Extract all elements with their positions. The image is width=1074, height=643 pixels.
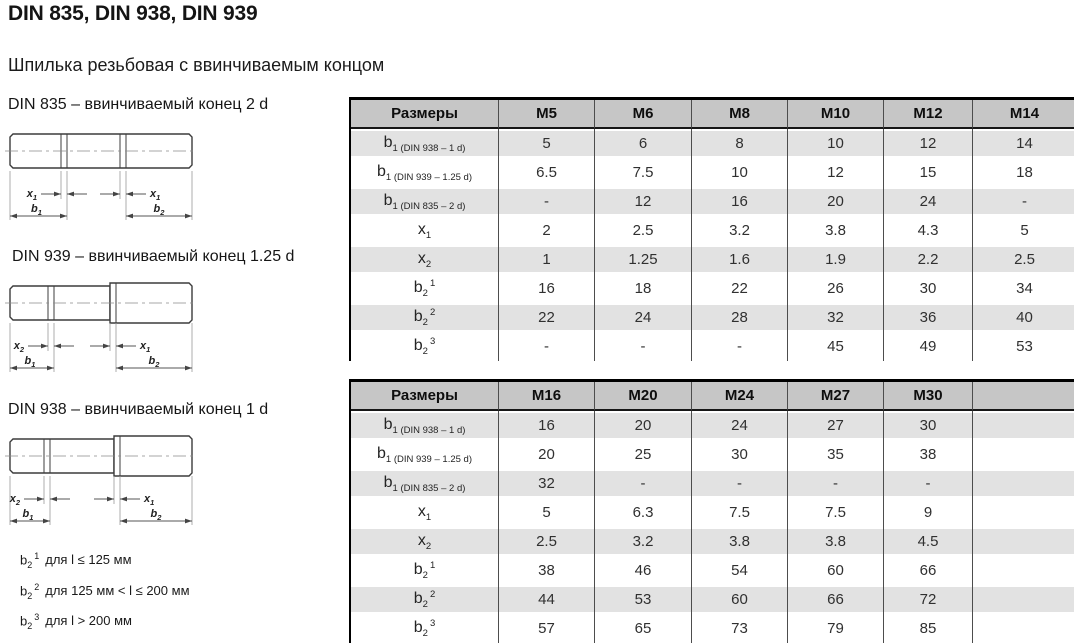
value-cell: 5 [499,498,595,527]
row-label: $b_{1 (DIN 938 - 1 d)}$ [351,129,499,158]
value-cell: - [788,469,884,498]
table-row [351,245,1074,274]
dimension-label: $x_2$ [9,493,20,507]
table-row [351,527,1074,556]
value-cell: 16 [499,411,595,440]
dimension-label: $x_1$ [140,340,151,354]
page-subtitle: Шпилька резьбовая с ввинчиваемым концом [8,55,385,75]
value-cell: 73 [692,614,788,643]
row-label-base: b [377,162,386,180]
size-column-header: M20 [595,382,692,411]
row-label-base: x [417,502,426,520]
value-cell: 66 [788,585,884,614]
value-cell: 1.9 [788,245,884,274]
value-cell: 22 [499,303,595,332]
empty-cell [973,498,1074,527]
value-cell: 49 [884,332,973,361]
size-column-header: M8 [692,100,788,129]
value-cell: 28 [692,303,788,332]
value-cell: 7.5 [788,498,884,527]
value-cell: 10 [788,129,884,158]
footnote-symbol: b [20,583,28,599]
table-row [351,129,1074,158]
value-cell: 30 [884,411,973,440]
din-sizes-table-m5-m14 [349,97,1074,361]
table-row [351,216,1074,245]
value-cell: 5 [973,216,1074,245]
din938-technical-drawing [4,425,204,529]
table-corner-header: Размеры [351,100,499,129]
value-cell: 57 [499,614,595,643]
din939-technical-drawing [4,272,204,376]
table-row [351,303,1074,332]
row-label: $b_{1 (DIN 835 - 2 d)}$ [351,187,499,216]
value-cell: 35 [788,440,884,469]
dimension-label: $b_2$ [153,203,165,217]
row-label-base: x [417,249,426,267]
row-label-base: b [413,308,423,325]
size-column-header: M5 [499,100,595,129]
value-cell: 72 [884,585,973,614]
row-label-base: b [383,415,393,433]
value-cell: 24 [884,187,973,216]
empty-cell [973,527,1074,556]
value-cell: 3.2 [692,216,788,245]
value-cell: 32 [788,303,884,332]
value-cell: 22 [692,274,788,303]
value-cell: 30 [884,274,973,303]
value-cell: - [595,332,692,361]
row-label-base: b [413,619,423,636]
footnote-text: для l ≤ 125 мм [45,552,132,568]
value-cell: 1.25 [595,245,692,274]
din835-drawing-block [0,96,345,224]
value-cell: 2 [499,216,595,245]
value-cell: - [499,332,595,361]
value-cell: 14 [973,129,1074,158]
value-cell: 20 [788,187,884,216]
value-cell: 27 [788,411,884,440]
value-cell: 44 [499,585,595,614]
value-cell: 34 [973,274,1074,303]
empty-cell [973,469,1074,498]
footnote-text: для 125 мм < l ≤ 200 мм [45,583,190,599]
value-cell: 12 [595,187,692,216]
dimension-label: $b_1$ [24,355,36,369]
value-cell: 2.5 [973,245,1074,274]
footnote-symbol: b [20,552,28,568]
empty-cell [973,585,1074,614]
row-label-base: b [413,561,423,578]
value-cell: 24 [595,303,692,332]
size-column-header: M14 [973,100,1074,129]
value-cell: - [692,332,788,361]
value-cell: 4.3 [884,216,973,245]
value-cell: 85 [884,614,973,643]
value-cell: 79 [788,614,884,643]
dimension-label: $b_2$ [148,355,160,369]
value-cell: 36 [884,303,973,332]
din938-drawing-block [0,401,345,529]
value-cell: 3.8 [692,527,788,556]
value-cell: 3.8 [788,527,884,556]
value-cell: 7.5 [595,158,692,187]
row-label-base: b [377,444,386,462]
value-cell: - [499,187,595,216]
value-cell: 6.5 [499,158,595,187]
empty-cell [973,440,1074,469]
din939-drawing-title: DIN 939 – ввинчиваемый конец 1.25 d [12,248,295,265]
row-label: $x_2$ [351,527,499,556]
row-label-base: b [413,590,423,607]
row-label: $b_{1 (DIN 939 - 1.25 d)}$ [351,440,499,469]
value-cell: - [595,469,692,498]
value-cell: 9 [884,498,973,527]
value-cell: 53 [973,332,1074,361]
value-cell: 7.5 [692,498,788,527]
din-sizes-table-m16-m30 [349,379,1074,643]
value-cell: 60 [692,585,788,614]
row-label-base: b [413,279,423,296]
value-cell: - [884,469,973,498]
table-row [351,187,1074,216]
value-cell: 6 [595,129,692,158]
page-title: DIN 835, DIN 938, DIN 939 [8,2,258,25]
value-cell: 26 [788,274,884,303]
size-column-header: M12 [884,100,973,129]
value-cell: 20 [595,411,692,440]
table-row [351,498,1074,527]
din835-drawing-title: DIN 835 – ввинчиваемый конец 2 d [8,96,269,113]
value-cell: 6.3 [595,498,692,527]
din939-drawing-block [0,248,345,376]
value-cell: 24 [692,411,788,440]
value-cell: 53 [595,585,692,614]
size-column-header: M16 [499,382,595,411]
row-label: $b_2^2$ [351,303,499,332]
dimension-label: $x_1$ [150,188,161,202]
row-label-base: b [383,133,393,151]
table-header-row [351,100,1074,129]
empty-cell [973,614,1074,643]
table-row [351,585,1074,614]
value-cell: 45 [788,332,884,361]
value-cell: 3.2 [595,527,692,556]
value-cell: 38 [499,556,595,585]
value-cell: 3.8 [788,216,884,245]
footnote-symbol: b [20,613,28,629]
dimension-label: $b_1$ [22,508,34,522]
table-row [351,274,1074,303]
row-label-base: b [383,473,393,491]
dimension-label: $b_1$ [31,203,42,217]
size-column-header: M24 [692,382,788,411]
value-cell: 16 [692,187,788,216]
value-cell: 20 [499,440,595,469]
empty-cell [973,411,1074,440]
size-column-header: M10 [788,100,884,129]
value-cell: 2.5 [595,216,692,245]
table-header-row [351,382,1074,411]
value-cell: 12 [788,158,884,187]
value-cell: 2.2 [884,245,973,274]
din835-technical-drawing [4,120,204,224]
value-cell: 10 [692,158,788,187]
value-cell: 5 [499,129,595,158]
size-column-header [973,382,1074,411]
value-cell: 18 [973,158,1074,187]
dimension-label: $x_1$ [144,493,155,507]
value-cell: 15 [884,158,973,187]
table-row [351,158,1074,187]
row-label: $x_1$ [351,498,499,527]
footnote-b2-2: $b_2^2$ для 125 мм < l ≤ 200 мм [20,582,190,601]
value-cell: 25 [595,440,692,469]
size-column-header: M27 [788,382,884,411]
row-label: $b_{1 (DIN 939 - 1.25 d)}$ [351,158,499,187]
table-row [351,440,1074,469]
size-column-header: M30 [884,382,973,411]
value-cell: 2.5 [499,527,595,556]
value-cell: - [692,469,788,498]
table-row [351,332,1074,361]
value-cell: 38 [884,440,973,469]
row-label: $b_{1 (DIN 938 - 1 d)}$ [351,411,499,440]
row-label: $x_1$ [351,216,499,245]
value-cell: 16 [499,274,595,303]
value-cell: 1 [499,245,595,274]
value-cell: 30 [692,440,788,469]
row-label: $b_2^1$ [351,556,499,585]
value-cell: 12 [884,129,973,158]
value-cell: 4.5 [884,527,973,556]
row-label: $b_2^3$ [351,614,499,643]
value-cell: - [973,187,1074,216]
dimension-label: $b_2$ [150,508,162,522]
value-cell: 54 [692,556,788,585]
value-cell: 66 [884,556,973,585]
table-corner-header: Размеры [351,382,499,411]
value-cell: 46 [595,556,692,585]
dimension-label: $x_2$ [13,340,24,354]
row-label: $b_2^2$ [351,585,499,614]
value-cell: 8 [692,129,788,158]
footnote-b2-3: $b_2^3$ для l > 200 мм [20,612,132,631]
row-label-base: x [417,531,426,549]
value-cell: 60 [788,556,884,585]
value-cell: 65 [595,614,692,643]
row-label-base: b [413,337,423,354]
row-label: $x_2$ [351,245,499,274]
din938-drawing-title: DIN 938 – ввинчиваемый конец 1 d [8,401,269,418]
row-label: $b_2^1$ [351,274,499,303]
value-cell: 32 [499,469,595,498]
value-cell: 1.6 [692,245,788,274]
footnote-text: для l > 200 мм [45,613,132,629]
row-label: $b_{1 (DIN 835 - 2 d)}$ [351,469,499,498]
row-label: $b_2^3$ [351,332,499,361]
dimension-label: $x_1$ [26,188,37,202]
table-row [351,556,1074,585]
footnote-b2-1: $b_2^1$ для l ≤ 125 мм [20,551,132,570]
row-label-base: x [417,220,426,238]
table-row [351,614,1074,643]
value-cell: 40 [973,303,1074,332]
row-label-base: b [383,191,393,209]
empty-cell [973,556,1074,585]
table-row [351,469,1074,498]
value-cell: 18 [595,274,692,303]
size-column-header: M6 [595,100,692,129]
table-row [351,411,1074,440]
